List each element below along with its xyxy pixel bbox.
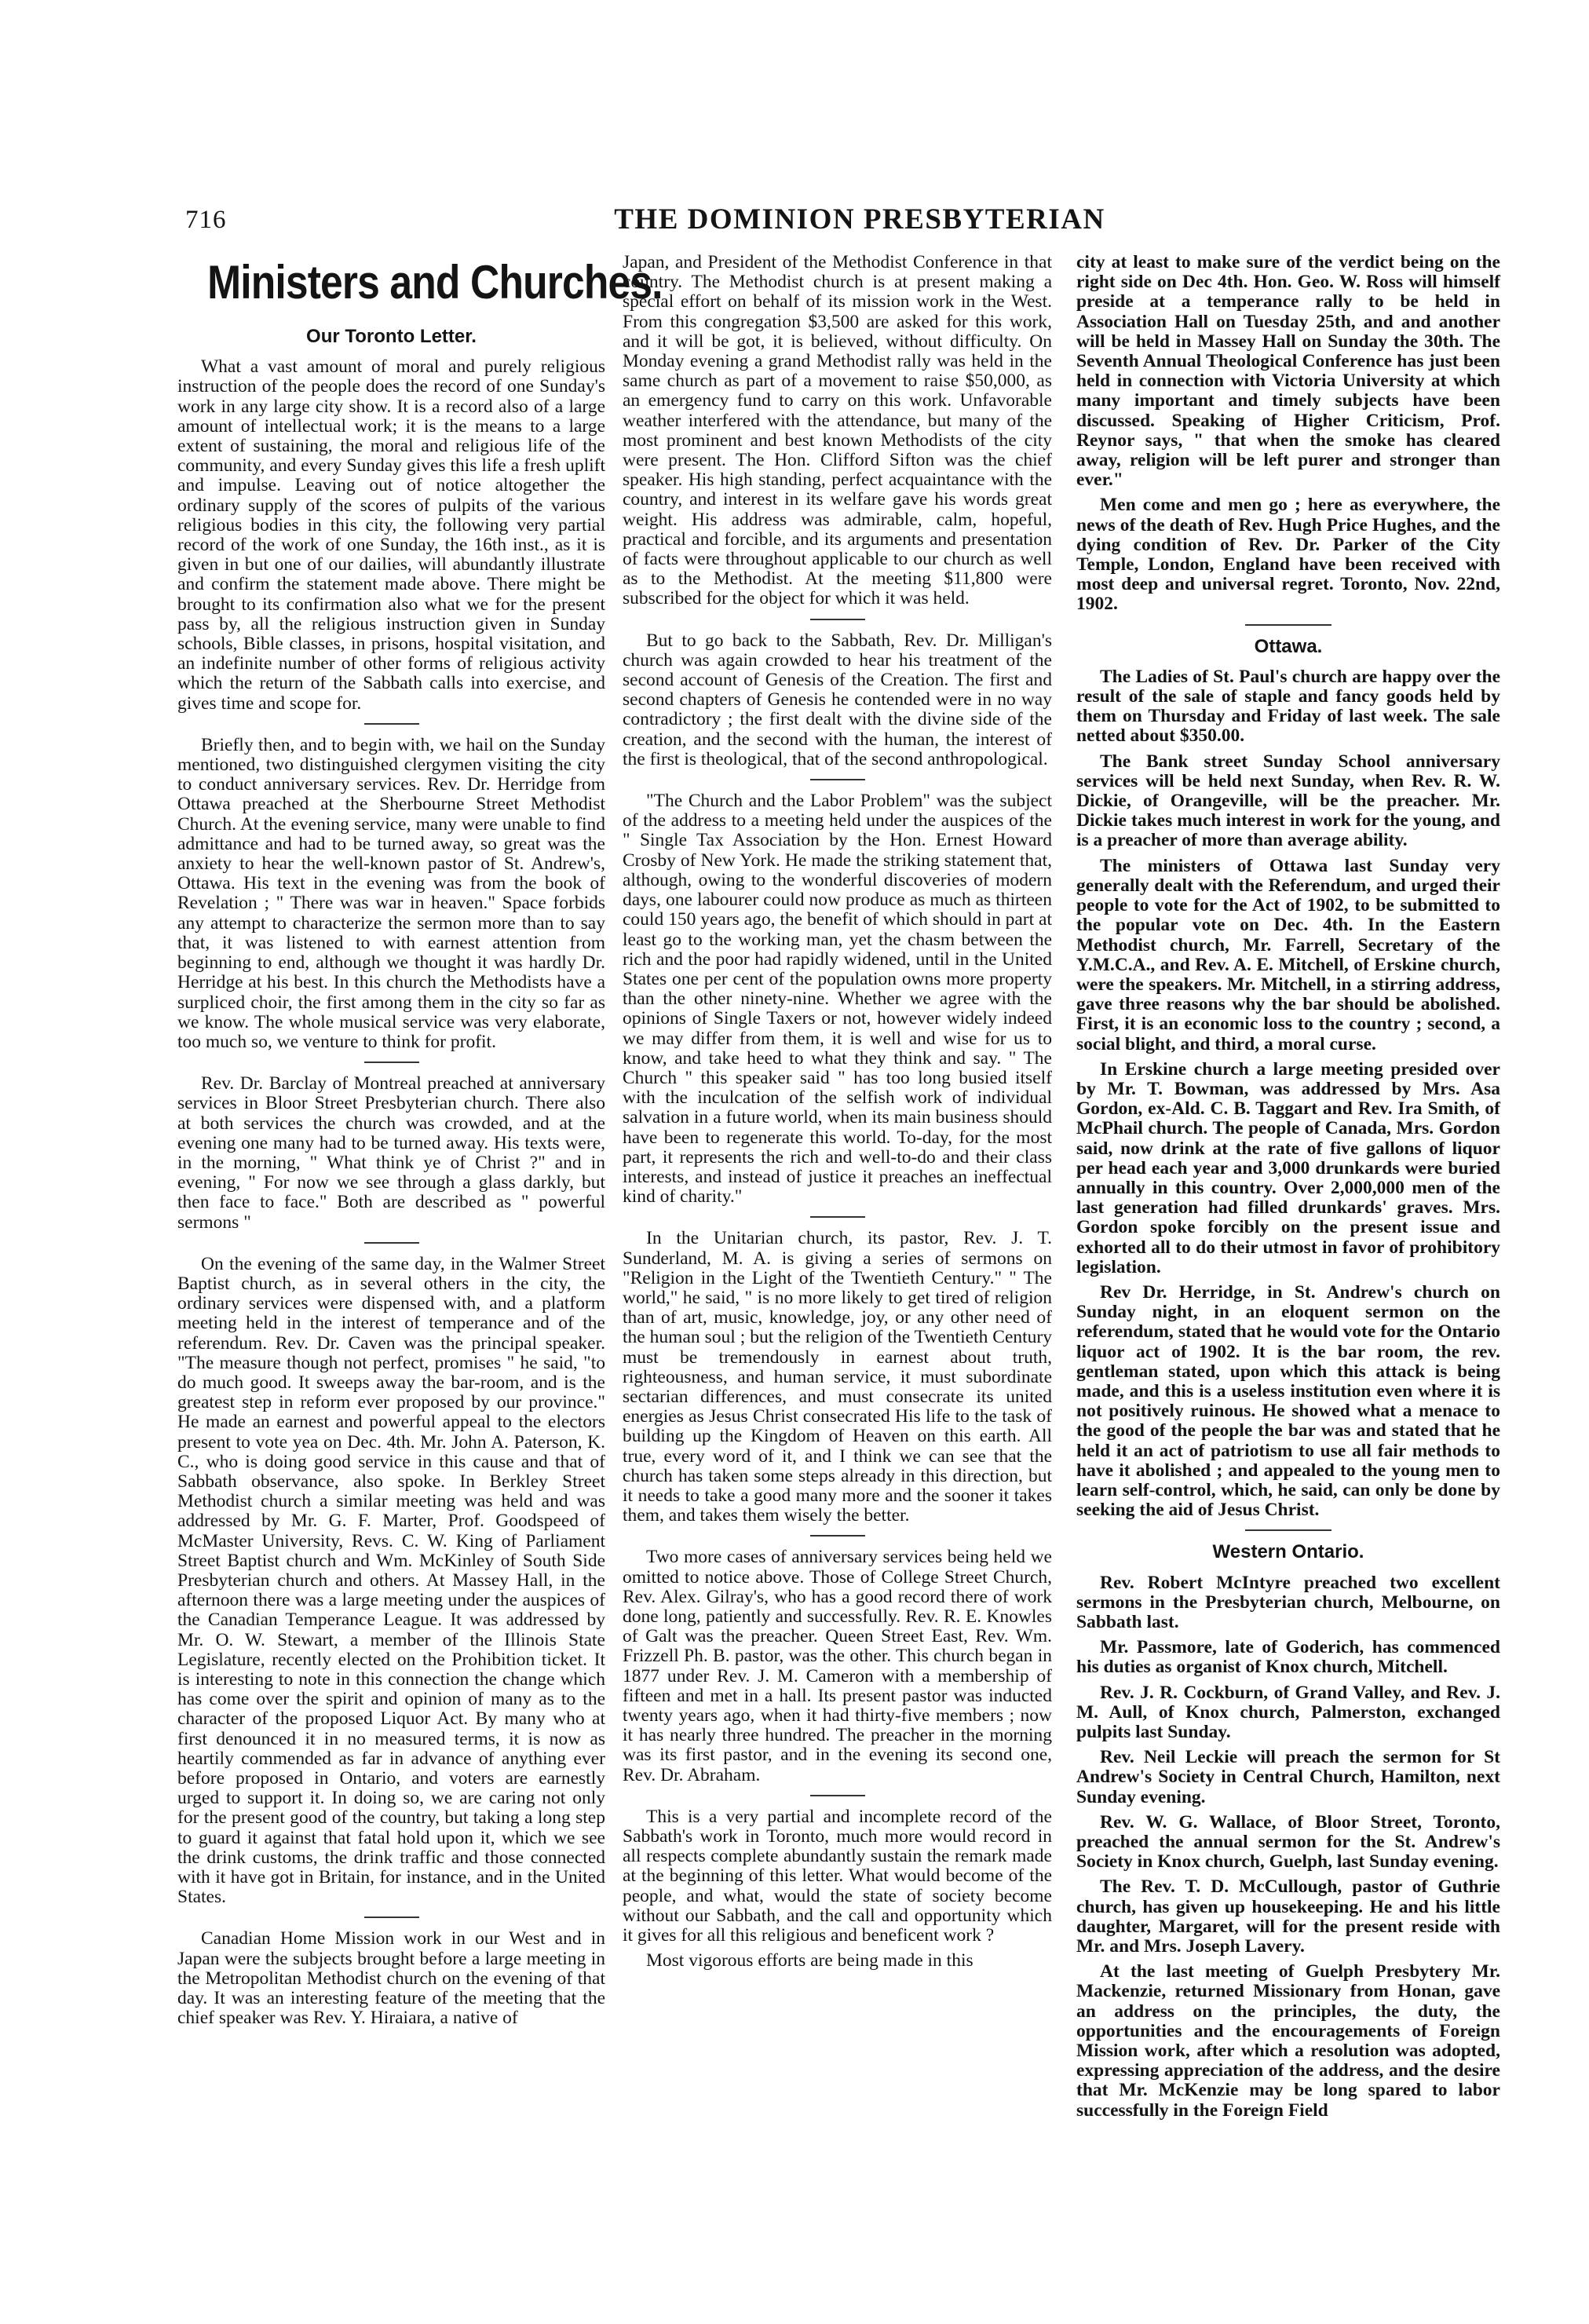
paragraph: Rev. W. G. Wallace, of Bloor Street, Toronto, preached the annual sermon for the St. Andrew's Society in Knox church, Guelph, last Sunday evening. xyxy=(1076,1811,1500,1873)
divider xyxy=(1245,1529,1331,1531)
paragraph: Mr. Passmore, late of Goderich, has commenced his duties as organist of Knox church, Mitchell. xyxy=(1076,1637,1500,1678)
divider xyxy=(364,1242,419,1244)
divider xyxy=(810,619,865,620)
paragraph: Rev. Robert McIntyre preached two excellent sermons in the Presbyterian church, Melbourne, on Sabbath last. xyxy=(1076,1572,1500,1632)
paragraph: At the last meeting of Guelph Presbytery Mr. Mackenzie, returned Missionary from Honan, gave an address on the principles, the duty, the opportunities and the encouragements of Foreign Mission work, after which a resolution was adopted, expressing appreciation of the address, and the desire that Mr. McKenzie may be long spared to labor successfully in the Foreign Field xyxy=(1076,1961,1500,2121)
paragraph: The Rev. T. D. McCullough, pastor of Guthrie church, has given up housekeeping. He and his little daughter, Margaret, will for the present reside with Mr. and Mrs. Joseph Lavery. xyxy=(1076,1876,1500,1957)
paragraph: Men come and men go ; here as everywhere, the news of the death of Rev. Hugh Price Hughes, and the dying condition of Rev. Dr. Parker of the City Temple, London, England have been received with most deep and universal regret. Toronto, Nov. 22nd, 1902. xyxy=(1076,495,1500,615)
paragraph: On the evening of the same day, in the Walmer Street Baptist church, as in several others in the city, the ordinary services were dispensed with, and a platform meeting held in the interest of temperance and of the referendum. Rev. Dr. Caven was the principal speaker. "The measure though not perfect, promises " he said, "to do much good. It sweeps away the bar-room, and is the greatest step in reform ever proposed by our province." He made an earnest and powerful appeal to the electors present to vote yea on Dec. 4th. Mr. John A. Paterson, K. C., who is doing good service in this cause and that of Sabbath observance, also spoke. In Berkley Street Methodist church a similar meeting was held and was addressed by Mr. G. F. Marter, Prof. Goodspeed of McMaster University, Revs. C. W. King of Parliament Street Baptist church and Wm. McKinley of South Side Presbyterian church and others. At Massey Hall, in the afternoon there was a large meeting under the auspices of the Canadian Temperance League. It was addressed by Mr. O. W. Stewart, a member of the Illinois State Legislature, recently elected on the Prohibition ticket. It is interesting to note in this connection the change which has come over the spirit and opinion of many as to the character of the proposed Liquor Act. By many who at first denounced it in no measured terms, it is now as heartily commended as far in advance of anything ever before proposed in Ontario, and voters are earnestly urged to support it. In doing so, we are caring not only for the present good of the country, but taking a long step to guard it against that fatal hold upon it, which we see the drink customs, the drink traffic and those connected with it have got in Britain, for instance, and in the United States. xyxy=(177,1253,605,1908)
paragraph: Japan, and President of the Methodist Conference in that country. The Methodist church is at present making a special effort on behalf of its mission work in the West. From this congregation $3,500 are asked for this work, and it will be got, it is believed, without difficulty. On Monday evening a grand Methodist rally was held in the same church as part of a movement to raise $50,000, as an emergency fund to carry on this work. Unfavorable weather interfered with the attendance, but many of the most prominent and best known Methodists of the city were present. The Hon. Clifford Sifton was the chief speaker. His high standing, perfect acquaintance with the country, and interest in its welfare gave his words great weight. His address was admirable, calm, hopeful, practical and forcible, and its arguments and presentation of facts were throughout applicable to our church as well as to the Methodist. At the meeting $11,800 were subscribed for the object for which it was held. xyxy=(623,252,1052,609)
column-3 xyxy=(1076,253,1500,2294)
page-number: 716 xyxy=(185,206,227,234)
paragraph: Canadian Home Mission work in our West and in Japan were the subjects brought before a large meeting in the Metropolitan Methodist church on the evening of that day. It was an interesting feature of the meeting that the chief speaker was Rev. Y. Hiraiara, a native of xyxy=(177,1928,605,2029)
paragraph: But to go back to the Sabbath, Rev. Dr. Milligan's church was again crowded to hear his treatment of the second account of Genesis of the Creation. The first and second chapters of Genesis he contended were in no way contradictory ; the first dealt with the divine side of the creation, and the second with the human, the interest of the first is theological, that of the second anthropological. xyxy=(623,630,1052,769)
paragraph: What a vast amount of moral and purely religious instruction of the people does the record of one Sunday's work in any large city show. It is a record also of a large amount of intellectual work; it is the means to a large extent of sustaining, the moral and religious life of the community, and every Sunday gives this life a fresh uplift and impulse. Leaving out of notice altogether the ordinary supply of the scores of pulpits of the various religious bodies in this city, the following very partial record of the work of one Sunday, the 16th inst., as it is given in but one of our dailies, will abundantly illustrate and confirm the statement made above. There might be brought to its confirmation also what we for the present pass by, all the religious instruction given in Sunday schools, Bible classes, in prisons, hospital visitation, and an indefinite number of other forms of religious activity which the return of the Sabbath calls into exercise, and gives time and scope for. xyxy=(177,356,605,714)
paragraph: The Bank street Sunday School anniversary services will be held next Sunday, when Rev. R. W. Dickie, of Orangeville, will be the preacher. Mr. Dickie takes much interest in work for the young, and is a preacher of more than average ability. xyxy=(1076,751,1500,851)
column-1 xyxy=(177,250,663,2291)
paragraph: "The Church and the Labor Problem" was the subject of the address to a meeting held under the auspices of the " Single Tax Association by the Hon. Ernest Howard Crosby of New York. He made the striking statement that, although, owing to the wonderful discoveries of modern days, one labourer could now produce as much as thirteen could 150 years ago, the benefit of which should in part at least go to the working man, yet the chasm between the rich and the poor had rapidly widened, until in the United States one per cent of the population owns more property than the other ninety-nine. Whether we agree with the opinions of Single Taxers or not, however widely indeed we may differ from them, it is well and wise for us to know, and take heed to what they think and say. " The Church " this speaker said " has too long busied itself with the inculcation of the selfish work of individual salvation in a future world, when its main business should have been to regenerate this world. To-day, for the most part, it represents the rich and well-to-do and their class interests, and instead of justice it preaches an ineffectual kind of charity." xyxy=(623,791,1052,1208)
ottawa-heading: Ottawa. xyxy=(1254,635,1323,657)
paragraph: The Ladies of St. Paul's church are happy over the result of the sale of staple and fancy goods held by them on Thursday and Friday of last week. The sale netted about $350.00. xyxy=(1076,666,1500,747)
paragraph: In Erskine church a large meeting presided over by Mr. T. Bowman, was addressed by Mrs. Asa Gordon, ex-Ald. C. B. Taggart and Rev. Ira Smith, of McPhail church. The people of Canada, Mrs. Gordon said, now drink at the rate of five gallons of liquor per head each year and 3,000 drunkards were buried annually in this country. Over 2,000,000 men of the last generation had filled drunkards' graves. Mrs. Gordon spoke forcibly on the present issue and exhorted all to do their utmost in favor of prohibitory legislation. xyxy=(1076,1058,1500,1277)
divider xyxy=(810,1535,865,1537)
divider xyxy=(810,1795,865,1796)
journal-header: THE DOMINION PRESBYTERIAN xyxy=(614,203,1105,236)
paragraph: Rev Dr. Herridge, in St. Andrew's church on Sunday night, in an eloquent sermon on the referendum, stated that he would vote for the Ontario liquor act of 1902. It is the bar room, the rev. gentleman stated, upon which this attack is being made, and this is a useless institution even where it is not positively ruinous. He showed what a menace to the good of the people the bar was and stated that he held it an act of patriotism to use all fair methods to have it abolished ; and appealed to the young men to learn self-control, which, he said, can only be done by seeking the aid of Jesus Christ. xyxy=(1076,1281,1500,1521)
column-2 xyxy=(623,253,1052,2294)
paragraph: Two more cases of anniversary services being held we omitted to notice above. Those of College Street Church, Rev. Alex. Gilray's, who has a good record there of work done long, patiently and successfully. Rev. R. E. Knowles of Galt was the preacher. Queen Street East, Rev. Wm. Frizzell Ph. B. pastor, was the other. This church began in 1877 under Rev. J. M. Cameron with a membership of fifteen and met in a hall. Its present pastor was inducted twenty years ago, when it had thirty-five members ; now it has nearly three hundred. The preacher in the morning was its first pastor, and in the evening its second one, Rev. Dr. Abraham. xyxy=(623,1547,1052,1785)
paragraph: Rev. Dr. Barclay of Montreal preached at anniversary services in Bloor Street Presbyterian church. There also at both services the church was crowded, and at the evening one many had to be turned away. His texts were, in the morning, " What think ye of Christ ?" and in evening, " For now we see through a glass darkly, but then face to face." Both are described as " powerful sermons " xyxy=(177,1073,605,1233)
paragraph: Rev. J. R. Cockburn, of Grand Valley, and Rev. J. M. Aull, of Knox church, Palmerston, exchanged pulpits last Sunday. xyxy=(1076,1682,1500,1743)
divider xyxy=(364,1062,419,1063)
divider xyxy=(364,723,419,725)
paragraph: In the Unitarian church, its pastor, Rev. J. T. Sunderland, M. A. is giving a series of sermons on "Religion in the Light of the Twentieth Century." " The world," he said, " is no more likely to get tired of religion than of art, music, knowledge, joy, or any other need of the human soul ; but the religion of the Twentieth Century must be tremendously in earnest about truth, righteousness, and human service, it must subordinate sectarian differences, and must consecrate its united energies as Jesus Christ consecrated His life to the task of building up the Kingdom of Heaven on this earth. All true, every word of it, and I think we can see that the church has taken some steps already in this direction, but it needs to take a good many more and the sooner it takes them, and takes them wisely the better. xyxy=(623,1228,1052,1526)
divider xyxy=(1245,624,1331,626)
paragraph: The ministers of Ottawa last Sunday very generally dealt with the Referendum, and urged their people to vote for the Act of 1902, to be submitted to the popular vote on Dec. 4th. In the Eastern Methodist church, Mr. Farrell, Secretary of the Y.M.C.A., and Rev. A. E. Mitchell, of Erskine church, were the speakers. Mr. Mitchell, in a stirring address, gave three reasons why the bar should be abolished. First, it is an economic loss to the country ; second, a social blight, and third, a moral curse. xyxy=(1076,855,1500,1054)
paragraph: Rev. Neil Leckie will preach the sermon for St Andrew's Society in Central Church, Hamilton, next Sunday evening. xyxy=(1076,1747,1500,1807)
divider xyxy=(364,1917,419,1918)
divider xyxy=(810,779,865,780)
paragraph: city at least to make sure of the verdict being on the right side on Dec 4th. Hon. Geo. W. Ross will himself preside at a temperance rally to be held in Association Hall on Tuesday 25th, and and another will be held in Massey Hall on Sunday the 30th. The Seventh Annual Theological Conference has just been held in connection with Victoria University at which many important and timely subjects have been discussed. Speaking of Higher Criticism, Prof. Reynor says, " that when the smoke has cleared away, religion will be left purer and stronger than ever." xyxy=(1076,252,1500,491)
paragraph: This is a very partial and incomplete record of the Sabbath's work in Toronto, much more would record in all respects complete abundantly sustain the remark made at the beginning of this letter. What would become of the people, and what, would the state of society become without our Sabbath, and the call and opportunity which it gives for all this religious and beneficent work ? xyxy=(623,1806,1052,1946)
section-title: Ministers and Churches. xyxy=(207,256,663,309)
western-ontario-heading: Western Ontario. xyxy=(1212,1541,1364,1563)
paragraph: Briefly then, and to begin with, we hail on the Sunday mentioned, two distinguished clergymen visiting the city to conduct anniversary services. Rev. Dr. Herridge from Ottawa preached at the Sherbourne Street Methodist Church. At the evening service, many were unable to find admittance and had to be turned away, so great was the anxiety to hear the well-known pastor of St. Andrew's, Ottawa. His text in the evening was from the book of Revelation ; " There was war in heaven." Space forbids any attempt to characterize the sermon more than to say that, it was listened to with earnest attention from beginning to end, although we thought it was hardly Dr. Herridge at his best. In this church the Methodists have a surpliced choir, the first among them in the city so far as we know. The whole musical service was very elaborate, too much so, we venture to think for profit. xyxy=(177,734,605,1052)
divider xyxy=(810,1216,865,1218)
paragraph: Most vigorous efforts are being made in this xyxy=(646,1950,973,1971)
toronto-letter-heading: Our Toronto Letter. xyxy=(306,326,477,347)
